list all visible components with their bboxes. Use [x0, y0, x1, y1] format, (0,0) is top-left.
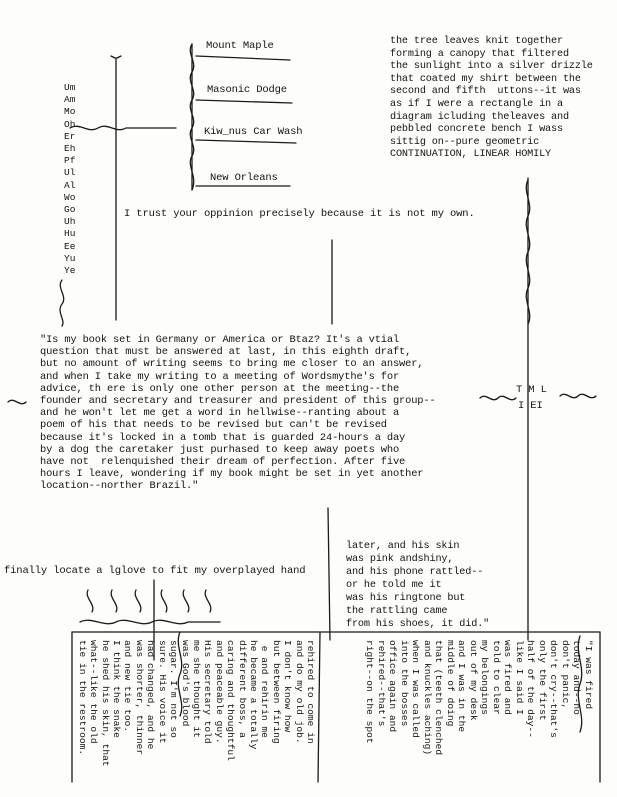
syllable: Oh [64, 118, 76, 130]
tml-top: T M L [516, 384, 547, 396]
signpost-label: Mount Maple [206, 40, 274, 52]
syllable: Uh [64, 216, 76, 228]
syllable: Am [64, 94, 76, 106]
cross-horizontal [70, 126, 176, 129]
glove-line: finally locate a lglove to fit my overplayed hand [4, 565, 306, 577]
syllable: Er [64, 130, 76, 142]
trust-line: I trust your oppinion precisely because it is not my own. [124, 208, 475, 220]
canopy-paragraph: the tree leaves knit together forming a canopy that filtered the sunlight into a silver drizzle that coated my shirt between the second and fifth uttons--it was as if I were a rectangle in a diagram icluding theleaves and pebbled concrete bench I wass sittig on--pure geometric CONTINUATION, LINEAR HOMILY [390, 36, 593, 161]
syllable: Ul [64, 167, 76, 179]
syllable: Ye [64, 265, 76, 277]
signpost-label: Masonic Dodge [207, 84, 287, 96]
syllable: Hu [64, 228, 76, 240]
signpost-label: New Orleans [210, 172, 278, 184]
syllable: Yu [64, 252, 76, 264]
book-paragraph: "Is my book set in Germany or America or Btaz? It's a vtial question that must be answered at last, in this eighth draft, but no amount of writing seems to bring me closer to an answer, and when I take my writing to a meeting of Wordsmythe's for advice, th ere is only one other person at the meeting--the founder and secretary and treasurer and president of this group-- and he won't let me get a word in hellwise--ranting about a poem of his that needs to be revised but can't be revised because it's locked in a tomb that is guarded 24-hours a day by a dog the caretaker just purhased to keep away poets who have not relenquished their dream of perfection. After five hours I leave, wondering if my book might be set in yet another location--norther Brazil." [40, 334, 436, 493]
syllable: Al [64, 179, 76, 191]
tml-bottom: I EI [518, 400, 543, 412]
skin-paragraph: later, and his skin was pink andshiny, and his phone rattled-- or he told me it was his ringtone but the rattling came from his shoes, it did." [346, 541, 490, 630]
syllable-column [64, 82, 75, 277]
syllable: Ee [64, 240, 76, 252]
right-wave [480, 396, 516, 399]
signpost-label: Kiw_nus Car Wash [204, 126, 303, 138]
syllable: Eh [64, 143, 76, 155]
syllable: Mo [64, 106, 76, 118]
rotated-left-block: rehired to come in and do my old job. I don't know how but between firing e and rehirin me he became a totally different boss, a caring and thoughtful and peaceable guy. His secretary told me she thought it was God's blood sugar. I'm not so sure. His voice it had changed, and he was shorter, thinner and new tie too. I think the snake he shed his skin, that what--like the old tie in the restroom. [76, 640, 316, 767]
syllable: Go [64, 204, 76, 216]
syllable: Um [64, 82, 76, 93]
syllable: Pf [64, 155, 76, 167]
syllable: Wo [64, 191, 76, 203]
rotated-right-block: "I was fired today and--no don't panic, don't cry--that's only the first half of the day-- like I said I was fired and told to clear my belongings out of my desk and I was in the middle of doing that (teeth clenched and knuckles aching) when I was called into the bosses office again and rehired--that's right--on the spot [364, 640, 594, 756]
